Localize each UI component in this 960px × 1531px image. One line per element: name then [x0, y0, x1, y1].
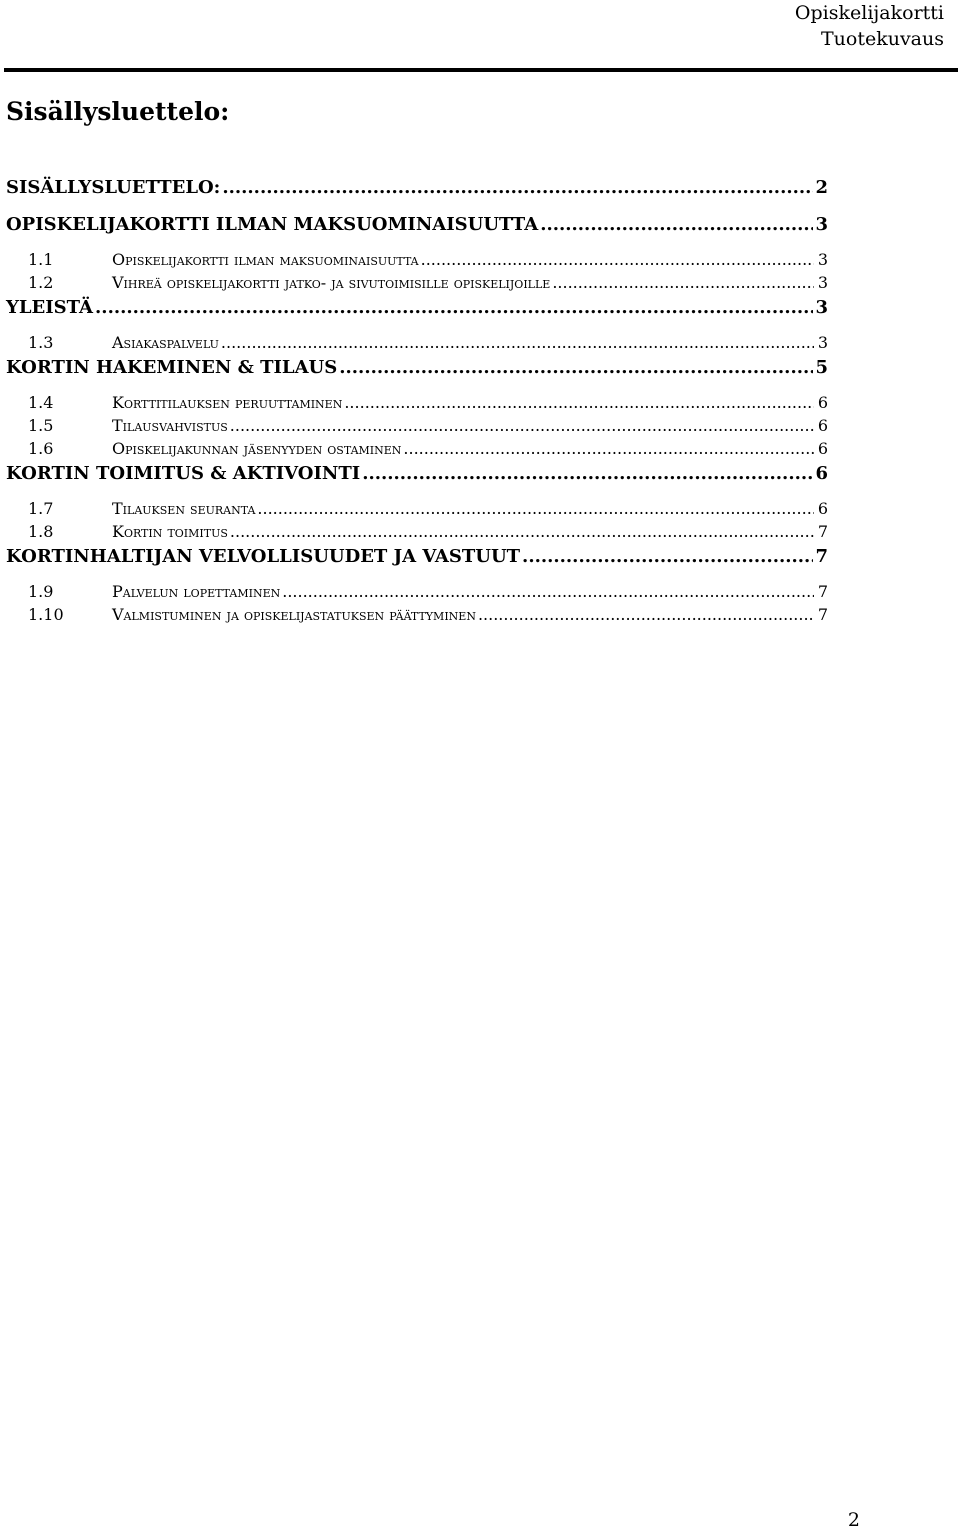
- toc-dot-leader: [257, 498, 814, 520]
- toc-entry-title: Tilausvahvistus: [112, 416, 228, 435]
- header-document-name: Opiskelijakortti: [794, 2, 944, 24]
- toc-entry-title: OPISKELIJAKORTTI ILMAN MAKSUOMINAISUUTTA: [6, 214, 539, 235]
- toc-entry-number: 1.3: [28, 333, 54, 352]
- toc-entry-page: 3: [815, 214, 828, 235]
- page-header: [795, 0, 944, 52]
- header-divider: [4, 68, 958, 72]
- toc-dot-leader: [552, 272, 814, 294]
- toc-subentry[interactable]: [6, 392, 828, 415]
- toc-dot-leader: [222, 175, 813, 201]
- toc-entry[interactable]: [6, 461, 828, 498]
- toc-entry[interactable]: [6, 295, 828, 332]
- toc-dot-leader: [339, 355, 813, 381]
- toc-entry-number: 1.7: [28, 499, 54, 518]
- table-of-contents: [6, 175, 828, 627]
- toc-entry-page: 2: [815, 177, 828, 198]
- toc-entry[interactable]: [6, 212, 828, 249]
- toc-entry-title: KORTIN TOIMITUS & AKTIVOINTI: [6, 463, 361, 484]
- toc-dot-leader: [403, 438, 814, 460]
- toc-dot-leader: [282, 581, 814, 603]
- toc-dot-leader: [95, 295, 813, 321]
- toc-entry-page: 3: [815, 297, 828, 318]
- toc-entry-title: SISÄLLYSLUETTELO:: [6, 177, 221, 198]
- toc-subentry[interactable]: [6, 498, 828, 521]
- toc-entry-title: Vihreä opiskelijakortti jatko- ja sivutoimisille opiskelijoille: [112, 273, 551, 292]
- toc-entry-page: 7: [817, 582, 828, 601]
- toc-entry-number: 1.5: [28, 416, 54, 435]
- toc-dot-leader: [522, 544, 813, 570]
- toc-dot-leader: [540, 212, 813, 238]
- toc-entry[interactable]: [6, 355, 828, 392]
- toc-entry-page: 7: [815, 546, 828, 567]
- toc-entry-title: KORTINHALTIJAN VELVOLLISUUDET JA VASTUUT: [6, 546, 521, 567]
- toc-entry-page: 7: [817, 605, 828, 624]
- toc-entry-page: 6: [817, 416, 828, 435]
- toc-subentry[interactable]: [6, 604, 828, 627]
- toc-dot-leader: [344, 392, 814, 414]
- toc-dot-leader: [230, 415, 814, 437]
- toc-entry-number: 1.9: [28, 582, 54, 601]
- toc-entry-page: 3: [817, 333, 828, 352]
- toc-entry-page: 6: [817, 393, 828, 412]
- toc-heading: Sisällysluettelo:: [6, 97, 230, 126]
- toc-entry-page: 3: [817, 273, 828, 292]
- toc-entry-title: Asiakaspalvelu: [112, 333, 219, 352]
- toc-entry-title: Korttitilauksen peruuttaminen: [112, 393, 343, 412]
- toc-entry-page: 6: [817, 499, 828, 518]
- toc-entry-number: 1.8: [28, 522, 54, 541]
- toc-entry-page: 3: [817, 250, 828, 269]
- toc-subentry[interactable]: [6, 249, 828, 272]
- toc-dot-leader: [221, 332, 814, 354]
- toc-entry-page: 5: [815, 357, 828, 378]
- toc-entry-number: 1.2: [28, 273, 54, 292]
- toc-entry-title: Kortin toimitus: [112, 522, 228, 541]
- toc-entry-number: 1.1: [28, 250, 54, 269]
- toc-subentry[interactable]: [6, 581, 828, 604]
- toc-subentry[interactable]: [6, 332, 828, 355]
- toc-entry-page: 6: [817, 439, 828, 458]
- toc-dot-leader: [421, 249, 814, 271]
- toc-entry-number: 1.4: [28, 393, 54, 412]
- toc-entry-number: 1.6: [28, 439, 54, 458]
- toc-subentry[interactable]: [6, 438, 828, 461]
- toc-entry-title: Opiskelijakunnan jäsenyyden ostaminen: [112, 439, 402, 458]
- toc-entry-page: 6: [815, 463, 828, 484]
- toc-subentry[interactable]: [6, 521, 828, 544]
- toc-subentry[interactable]: [6, 415, 828, 438]
- toc-dot-leader: [362, 461, 813, 487]
- toc-entry[interactable]: [6, 175, 828, 212]
- toc-dot-leader: [478, 604, 814, 626]
- header-document-type: Tuotekuvaus: [820, 28, 944, 50]
- toc-entry-title: YLEISTÄ: [6, 297, 94, 318]
- toc-entry-number: 1.10: [28, 605, 64, 624]
- toc-entry-title: Tilauksen seuranta: [112, 499, 256, 518]
- toc-entry-title: Palvelun lopettaminen: [112, 582, 281, 601]
- toc-entry[interactable]: [6, 544, 828, 581]
- toc-entry-title: Valmistuminen ja opiskelijastatuksen päättyminen: [112, 605, 476, 624]
- page-number: 2: [847, 1509, 860, 1531]
- toc-entry-title: Opiskelijakortti ilman maksuominaisuutta: [112, 250, 419, 269]
- toc-entry-page: 7: [817, 522, 828, 541]
- toc-dot-leader: [230, 521, 814, 543]
- toc-subentry[interactable]: [6, 272, 828, 295]
- toc-entry-title: KORTIN HAKEMINEN & TILAUS: [6, 357, 338, 378]
